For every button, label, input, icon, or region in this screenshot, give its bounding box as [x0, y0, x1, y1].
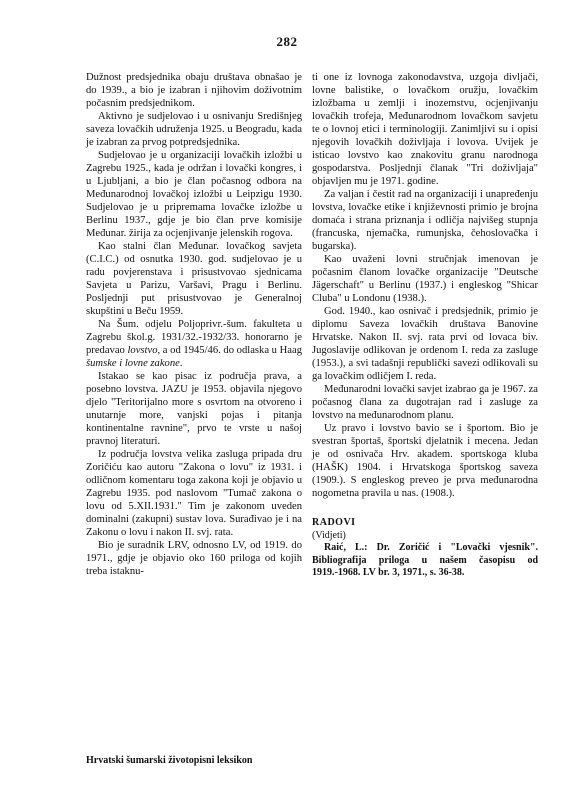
paragraph: Međunarodni lovački savjet izabrao ga je 1967. za počasnog člana za dugotrajan rad i zasluge za lovstvo na međunarodnom planu. [312, 384, 538, 421]
paragraph: Dužnost predsjednika obaju društava obnašao je do 1939., a bio je izabran i njihovim doživotnim počasnim predsjednikom. [86, 72, 302, 109]
paragraph: Bio je suradnik LRV, odnosno LV, od 1919. do 1971., gdje je objavio oko 160 priloga od kojih treba istaknu- [86, 540, 302, 577]
paragraph: God. 1940., kao osnivač i predsjednik, primio je diplomu Saveza lovačkih društava Banovine Hrvatske. Nakon II. svj. rata prvi od lovaca biv. Jugoslavije odlikovan je ordenom I. reda za zasluge (1953.), a svi tadašnji republički savezi odlikovali su ga lovačkim odličjem I. reda. [312, 306, 538, 382]
page-number: 282 [276, 34, 298, 49]
paragraph-text: , a od 1945/46. do odlaska u Haag [157, 345, 302, 356]
paragraph: ti one iz lovnoga zakonodavstva, uzgoja divljači, lovne balistike, o lovačkom oružju, lovačkim izložbama u zemlji i inozemstvu, ocjenjivanju lovačkih trofeja, Međunarodnom lovačkom savjetu te o lovnoj etici i terminologiji. Zanimljivi su i opisi njegovih lovačkih doživljaja i lovova. Uvijek je isticao lovstvo kao znakovitu granu narodnoga gospodarstva. Posljednji članak "Tri doživljaja" objavljen mu je 1971. godine. [312, 72, 538, 187]
paragraph: Istakao se kao pisac iz područja prava, a posebno lovstva. JAZU je 1953. objavila njegovo djelo "Teritorijalno more s osvrtom na otvoreno i unutarnje more, vanjski pojas i pitanja kontinentalne ravnine", prvo te vrste u našoj pravnoj literaturi. [86, 371, 302, 447]
paragraph: Za valjan i čestit rad na organizaciji i unapređenju lovstva, lovačke etike i književnosti primio je brojna domaća i strana priznanja i odličja najvišeg stupnja (francuska, njemačka, rumunjska, čehoslovačka i bugarska). [312, 189, 538, 252]
references-note: (Vidjeti) [312, 529, 346, 541]
paragraph: Kao uvaženi lovni stručnjak imenovan je počasnim članom lovačke organizacije "Deutsche Jägerschaft" u Berlinu (1937.) i engleskog "Shicar Cluba" u Londonu (1938.). [312, 254, 538, 304]
paragraph: Kao stalni član Međunar. lovačkog savjeta (C.I.C.) od osnutka 1930. god. sudjelovao je u radu povjerenstava i prisustvovao sjednicama Savjeta u Parizu, Varšavi, Pragu i Berlinu. Posljednji put prisustvovao je Generalnoj skupštini u Beču 1959. [86, 241, 302, 317]
right-column [312, 71, 538, 580]
paragraph-text: Na Šum. odjelu Poljoprivr.-šum. fakulteta u Zagrebu škol.g. 1931/32.-1932/33. honorarno je predavao [86, 319, 302, 356]
paragraph [86, 318, 302, 370]
paragraph: Aktivno je sudjelovao i u osnivanju Središnjeg saveza lovačkih udruženja 1925. u Beogradu, kada je izabran za prvog potpredsjednika. [86, 111, 302, 148]
paragraph: Iz područja lovstva velika zasluga pripada dru Zoričiću kao autoru "Zakona o lovu" iz 1931. i odličnom komentaru toga zakona koji je objavio u Zagrebu 1935. pod naslovom "Tumač zakona o lovu od 5.XII.1931." Tim je zakonom uveden dominalni (zakupni) sustav lova. Surađivao je i na Zakonu o lovu i nakon II. svj. rata. [86, 449, 302, 538]
italic-term: šumske i lovne zakone [86, 358, 180, 369]
page-footer: Hrvatski šumarski životopisni leksikon [86, 755, 253, 766]
reference-entry: Raić, L.: Dr. Zoričić i "Lovački vjesnik". Bibliografija priloga u našem časopisu od 1919.-1968. LV br. 3, 1971., s. 36-38. [312, 542, 538, 578]
paragraph: Uz pravo i lovstvo bavio se i športom. Bio je svestran športaš, športski djelatnik i mecena. Jedan je od osnivača Hrv. akadem. sportskoga kluba (HAŠK) 1904. i Hrvatskoga športskog saveza (1909.). S engleskog preveo je prva međunarodna nogometna pravila u nas. (1908.). [312, 423, 538, 499]
left-column [86, 71, 302, 578]
paragraph: Sudjelovao je u organizaciji lovačkih izložbi u Zagrebu 1925., kada je održan i lovački kongres, i u Ljubljani, a bio je član počasnog odbora na Međunarodnoj lovačkoj izložbi u Leipzigu 1930. Sudjelovao je u pripremama lovačke izložbe u Berlinu 1937., gdje je bio član prve komisije Međunar. žirija za ocjenjivanje jelenskih rogova. [86, 150, 302, 239]
references-heading: RADOVI [312, 517, 356, 528]
references-section [312, 517, 538, 580]
paragraph-text: . [179, 358, 183, 369]
italic-term: lovstvo [127, 345, 158, 356]
